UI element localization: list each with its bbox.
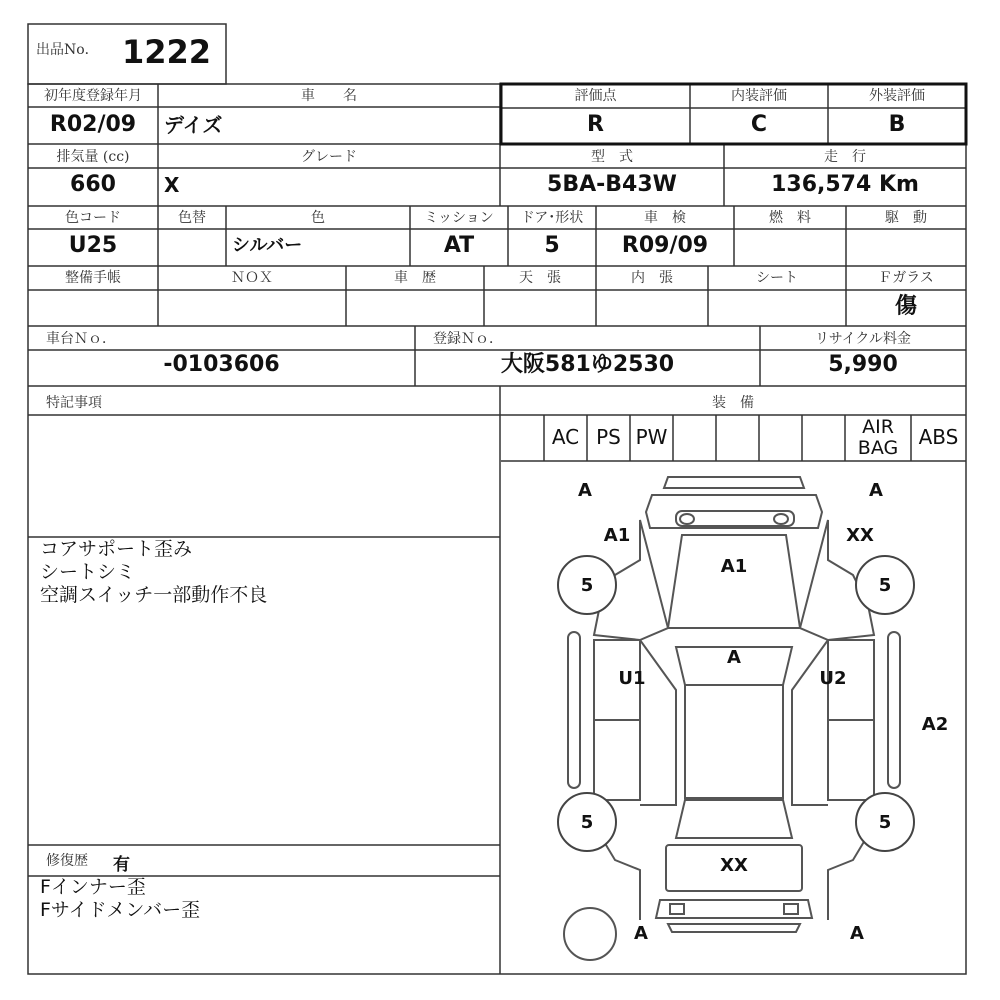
hood-shape [668, 535, 800, 628]
recycle-label: リサイクル料金 [814, 331, 912, 347]
tire-front-right-value: 5 [878, 574, 892, 596]
damage-left-door: U1 [618, 668, 646, 689]
equipment-item-ps: PS [596, 425, 621, 449]
score-value: R [587, 112, 604, 137]
chassis-value: -0103606 [163, 352, 280, 377]
roof-shape [685, 685, 783, 798]
tire-front-left [557, 555, 617, 615]
lot-label: 出品No． [36, 42, 99, 58]
displacement-value: 660 [70, 172, 116, 197]
exterior-label: 外装評価 [869, 88, 925, 104]
tire-rear-left-value: 5 [580, 811, 594, 833]
nox-label: ＮＯＸ [231, 270, 273, 286]
lot-number: 1222 [122, 33, 212, 71]
car-name-value: デイズ [164, 113, 223, 137]
spare-tire-shape [564, 908, 616, 960]
damage-front-bumper-right: A [869, 480, 883, 501]
tire-rear-left [557, 792, 617, 852]
model-value: 5BA-B43W [547, 172, 677, 197]
registration-value: 大阪581ゆ2530 [500, 352, 675, 377]
rear-bumper-shape [656, 900, 812, 918]
drive-label: 駆 動 [885, 210, 927, 226]
repair-text: Fインナー歪 Fサイドメンバー歪 [40, 876, 201, 921]
damage-windshield: A [727, 647, 741, 668]
interior-label: 内装評価 [731, 88, 787, 104]
tire-front-left-value: 5 [580, 574, 594, 596]
maintenance-label: 整備手帳 [65, 270, 121, 286]
grade-value: X [164, 173, 180, 197]
damage-rear-bumper-left: A [634, 923, 648, 944]
year-label: 初年度登録年月 [44, 88, 142, 104]
doors-label: ドア･形状 [520, 210, 584, 226]
mileage-label: 走 行 [824, 149, 866, 165]
color-value: シルバー [232, 235, 303, 256]
notes-text: コアサポート歪み シートシミ 空調スイッチ一部動作不良 [40, 538, 268, 606]
rear-window-shape [676, 800, 792, 838]
history-label: 車 歴 [394, 270, 436, 286]
damage-right-door: U2 [819, 668, 847, 689]
equipment-item-abs: ABS [918, 425, 959, 449]
car-name-label: 車 名 [301, 88, 357, 104]
fuel-label: 燃 料 [769, 210, 811, 226]
mileage-value: 136,574 Km [771, 172, 919, 197]
equipment-item-ac: AC [551, 425, 580, 449]
color-code-value: U25 [68, 233, 118, 258]
f-glass-label: Ｆガラス [878, 270, 934, 286]
inspection-value: R09/09 [621, 233, 709, 258]
damage-right-fender: XX [846, 525, 874, 546]
notes-label: 特記事項 [46, 395, 102, 411]
f-glass-value: 傷 [894, 294, 917, 319]
front-bumper-shape [664, 477, 804, 488]
exterior-value: B [888, 112, 906, 137]
equipment-item-airbag: AIR BAG [857, 416, 899, 459]
damage-trunk: XX [720, 855, 748, 876]
color-code-label: 色コード [65, 210, 121, 226]
tire-front-right [855, 555, 915, 615]
interior-value: C [750, 112, 768, 137]
equipment-label: 装 備 [712, 395, 754, 411]
transmission-label: ミッション [424, 210, 494, 226]
model-label: 型 式 [591, 149, 633, 165]
color-label: 色 [311, 210, 325, 226]
damage-hood: A1 [720, 556, 748, 577]
repair-label: 修復歴 [46, 853, 88, 869]
transmission-value: AT [443, 233, 475, 258]
damage-front-bumper-left: A [578, 480, 592, 501]
repair-value: 有 [113, 855, 130, 875]
damage-rear-bumper-right: A [850, 923, 864, 944]
recycle-value: 5,990 [828, 352, 898, 377]
interior-lining-label: 内 張 [631, 270, 673, 286]
damage-right-quarter: A2 [921, 714, 949, 735]
year-value: R02/09 [49, 112, 137, 137]
tire-rear-right-value: 5 [878, 811, 892, 833]
score-label: 評価点 [574, 88, 617, 104]
chassis-label: 車台Ｎｏ． [46, 331, 116, 347]
seat-label: シート [756, 270, 798, 286]
inspection-label: 車 検 [644, 210, 686, 226]
tire-rear-right [855, 792, 915, 852]
equipment-item-pw: PW [635, 425, 668, 449]
grade-label: グレード [301, 149, 357, 165]
sunroof-label: 天 張 [519, 270, 561, 286]
displacement-label: 排気量 (cc) [56, 149, 130, 165]
doors-value: 5 [544, 233, 560, 258]
registration-label: 登録Ｎｏ． [433, 331, 503, 347]
repaint-label: 色替 [178, 210, 206, 226]
damage-left-fender: A1 [603, 525, 631, 546]
